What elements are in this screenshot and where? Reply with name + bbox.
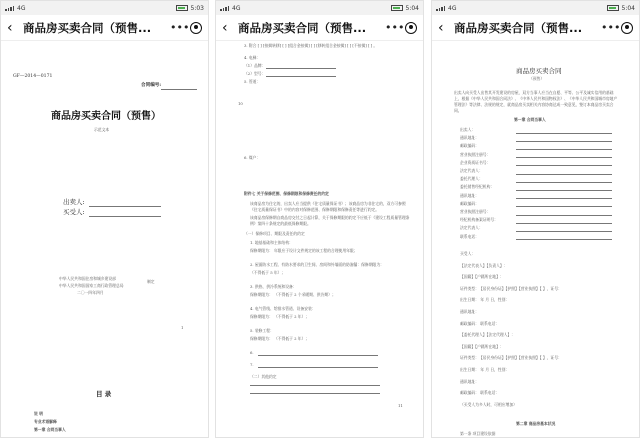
doc-line: 6.: [250, 350, 254, 355]
doc-line: 保修期限为： （不得低于 2 个采暖期、供冷期）；: [250, 292, 336, 297]
doc-paragraph: 该商品房保修期自商品房交付之日起计算，关于保修期限的约定不应低于《建设工程质量管理条例》第四十条规定的最低保修期限。: [250, 215, 410, 226]
field-label: 委托代理人：: [460, 176, 483, 182]
contract-subtitle: （预售）: [529, 76, 545, 81]
fill-line: [250, 385, 380, 386]
cover-subtitle: 示范文本: [94, 127, 110, 132]
field-label: 营业执照注册号：: [460, 209, 491, 214]
phone-panel-cover: [0, 0, 209, 438]
fill-line: [266, 76, 336, 77]
close-circle-icon[interactable]: [190, 22, 202, 34]
field-label: 证件类型：【居民身份证】【护照】【营业执照】【 】，证号：: [460, 285, 562, 291]
field-label: 邮政编码：: [460, 143, 479, 149]
page-title: 商品房买卖合同（预售...: [454, 20, 583, 35]
field-label: 营业执照注册号：: [460, 151, 491, 157]
chapter-heading: 第一章 合同当事人: [514, 117, 546, 122]
fill-line: [516, 174, 612, 175]
fill-line: [516, 231, 612, 232]
clock: 5:04: [405, 4, 419, 12]
field-label: 买受人：: [460, 251, 476, 256]
nav-bar: [216, 15, 423, 41]
fill-line: [258, 355, 378, 356]
fill-line: [516, 149, 612, 150]
doc-heading: 附件七 关于保修范围、保修期限和保修责任的约定: [244, 191, 329, 196]
field-label: 证件类型：【居民身份证】【护照】【营业执照】【 】，证号：: [460, 355, 562, 361]
signal-icon: [220, 6, 229, 11]
doc-line: 6. 煤户：: [244, 155, 261, 160]
field-label: 邮政编码： 联系电话：: [460, 390, 500, 396]
doc-line: （1）品牌：: [244, 63, 266, 68]
toc-item[interactable]: 第一章 合同当事人: [34, 427, 66, 432]
nav-bar: [432, 15, 639, 41]
chevron-left-icon[interactable]: ‹: [438, 19, 444, 36]
doc-line: （一）保修项目、期限及责任的约定: [244, 231, 305, 236]
page-marker: 11: [398, 403, 403, 408]
cover-title: 商品房买卖合同（预售）: [51, 111, 161, 122]
chevron-left-icon[interactable]: ‹: [222, 19, 228, 36]
signal-icon: [5, 6, 14, 11]
field-label: 法定代表人：: [460, 168, 483, 173]
seller-label: 出卖人:: [63, 198, 85, 206]
field-label: 通讯地址：: [460, 135, 479, 141]
nav-bar: [1, 15, 208, 41]
fill-line: [250, 393, 380, 394]
buyer-label: 买受人:: [63, 208, 85, 216]
doc-line: 4. 电气管线、给排水管道、设备安装：: [250, 306, 316, 311]
fill-line: [516, 190, 612, 191]
more-dots-icon[interactable]: •••: [601, 21, 621, 34]
toc-item[interactable]: 专业术语解释: [34, 419, 57, 424]
status-bar: [216, 1, 423, 15]
doc-line: 3. 附合 [ ] [按揭转移] [ ] [组合金按揭] [ ] [移转组合金按揭] [ ] [不按揭] [ ] 。: [244, 43, 378, 48]
fill-line: [516, 141, 612, 142]
field-label: 【国籍】【户籍所在地】：: [460, 343, 504, 349]
status-bar: [432, 1, 639, 15]
contract-title: 商品房买卖合同: [516, 67, 562, 75]
contract-intro: 出卖人向买受人出售其开发建设的房屋，双方当事人应当在自愿、平等、公平及诚实信用的基础上，根据《中华人民共和国合同法》、《中华人民共和国物权法》、《中华人民共和国城市房地产管理法》等法律、法规的规定，就商品房买卖相关内容协商达成一致意见，签订本商品房买卖合同。: [454, 90, 618, 113]
page-marker: 10: [238, 101, 243, 106]
field-label: 通讯地址：: [460, 378, 479, 384]
doc-line: 保修期限为： 年限应于设计文件规定的该工程的合理使用年限；: [250, 248, 358, 253]
field-label: 【国籍】【户籍所在地】：: [460, 274, 504, 280]
field-label: 出生日期： 年 月 日，性别：: [460, 367, 510, 372]
doc-line: 5. 管道：: [244, 79, 261, 84]
carrier-label: 4G: [448, 4, 457, 12]
document-page: [1, 42, 208, 437]
field-label: 法定代表人：: [460, 225, 483, 231]
field-label: 邮政编码：: [460, 200, 479, 206]
doc-line: 4. 电梯：: [244, 55, 261, 60]
chapter-heading: 第二章 商品房基本状况: [516, 421, 556, 426]
doc-line: 2. 屋面防水工程、有防水要求的卫生间、房间和外墙面的防渗漏：保修期限为：: [250, 262, 384, 267]
status-bar: [1, 1, 208, 15]
chevron-left-icon[interactable]: ‹: [7, 19, 13, 36]
close-circle-icon[interactable]: [405, 22, 417, 34]
clock: 5:03: [190, 4, 204, 12]
contract-no-label: 合同编号:: [141, 83, 162, 88]
field-label: 出生日期： 年 月 日，性别：: [460, 297, 510, 303]
doc-code: GF—2014—0171: [13, 74, 53, 79]
field-label: 邮政编码： 联系电话：: [460, 320, 500, 326]
fill-line: [516, 215, 612, 216]
page-title: 商品房买卖合同（预售...: [23, 20, 152, 35]
more-dots-icon[interactable]: •••: [385, 21, 405, 34]
toc-title: 目 录: [96, 390, 112, 398]
field-label: 委托销售经纪机构：: [460, 184, 495, 190]
clock: 5:04: [621, 4, 635, 12]
issuer-suffix: 制定: [147, 279, 155, 284]
phone-panel-page2: [215, 0, 424, 438]
field-label: 通讯地址：: [460, 309, 479, 314]
carrier-label: 4G: [17, 4, 26, 12]
signal-icon: [436, 6, 445, 11]
fill-line: [516, 165, 612, 166]
field-label: 【委托代理人】【法定代理人】：: [460, 332, 516, 338]
fill-line: [516, 223, 612, 224]
carrier-label: 4G: [232, 4, 241, 12]
doc-line: （二）其他约定: [250, 374, 277, 379]
phone-panel-page3: [431, 0, 640, 438]
battery-icon: [176, 5, 188, 11]
page-title: 商品房买卖合同（预售...: [238, 20, 367, 35]
toc-item[interactable]: 说 明: [34, 411, 43, 416]
buyer-line: [89, 216, 161, 217]
document-page: [432, 42, 639, 437]
doc-line: 5. 装修工程：: [250, 328, 274, 333]
field-label: 【法定代表人】【负责人】：: [460, 262, 508, 268]
fill-line: [516, 239, 612, 240]
doc-line: 保修期限为： （不得低于 2 年）；: [250, 314, 310, 319]
field-label: 联系电话：: [460, 233, 479, 239]
fill-line: [516, 133, 612, 134]
contract-no-line: [161, 89, 197, 90]
doc-line: （不得低于 5 年）；: [250, 270, 286, 275]
page-marker: 1: [181, 325, 184, 330]
close-circle-icon[interactable]: [621, 22, 633, 34]
doc-line: 1. 地基基础和主体结构：: [250, 240, 293, 245]
issue-date: 二〇一四年四月: [77, 290, 104, 295]
document-page: [216, 42, 423, 437]
fill-line: [516, 198, 612, 199]
field-label: 通讯地址：: [460, 192, 479, 198]
issuer-line-1: 中华人民共和国住房和城乡建设部: [59, 276, 116, 281]
field-label: 出卖人：: [460, 127, 476, 132]
doc-paragraph: 该商品房为住宅的，出卖人应当提供《住宅质量保证书》；该商品房为非住宅的，双方可参照《住宅质量保证书》中的内容对保修范围、保修期限和保修责任等进行约定。: [250, 201, 406, 212]
field-label: 经纪机构备案证明号：: [460, 217, 498, 223]
doc-line: 7.: [250, 362, 254, 367]
fill-line: [266, 68, 336, 69]
doc-line: 保修期限为： （不得低于 2 年）；: [250, 336, 310, 341]
field-label: 企业资质证书号：: [460, 159, 491, 165]
doc-line: （2）型号：: [244, 71, 266, 76]
fill-line: [516, 206, 612, 207]
fill-line: [516, 182, 612, 183]
fill-line: [516, 157, 612, 158]
seller-line: [89, 206, 161, 207]
field-label: （买受人为多人时，可相应增加）: [460, 401, 517, 407]
fill-line: [258, 367, 378, 368]
battery-icon: [391, 5, 403, 11]
more-dots-icon[interactable]: •••: [170, 21, 190, 34]
battery-icon: [607, 5, 619, 11]
doc-line: 3. 供热、供冷系统和设备：: [250, 284, 297, 289]
issuer-line-2: 中华人民共和国国家工商行政管理总局: [59, 283, 124, 288]
doc-line: 第一条 项目建设依据: [460, 431, 496, 436]
